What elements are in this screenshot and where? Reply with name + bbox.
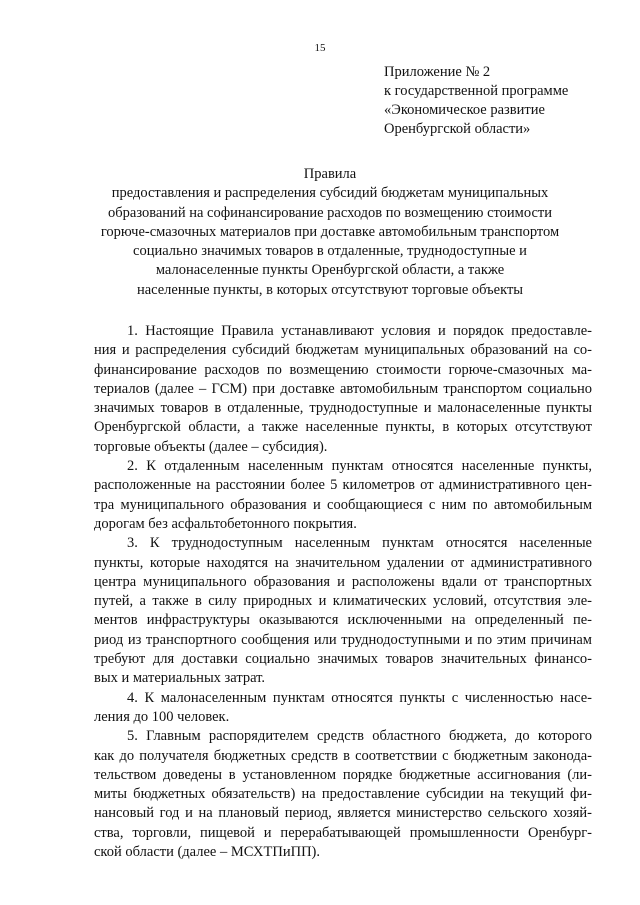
text-line: ления до 100 человек. [94, 708, 230, 725]
paragraph-1 [94, 322, 592, 457]
text-line: 4. К малонаселенным пунктам относятся пункты с численностью насе- [127, 689, 592, 706]
text-line: ской области (далее – МСХТПиПП). [94, 844, 320, 861]
text-line: ния и распределения субсидий бюджетам муниципальных образований на со- [94, 342, 592, 359]
text-line: 3. К труднодоступным населенным пунктам относятся населенные [127, 535, 592, 552]
text-line: торговые объекты (далее – субсидия). [94, 438, 328, 455]
paragraph-3 [94, 534, 592, 688]
text-line: 1. Настоящие Правила устанавливают условия и порядок предоставле- [127, 323, 592, 339]
title-line: населенные пункты, в которых отсутствуют торговые объекты [136, 281, 524, 298]
appendix-line: «Экономическое развитие [384, 102, 545, 118]
paragraph-5 [94, 727, 592, 862]
text-line: ства, торговли, пищевой и перерабатывающей промышленности Оренбург- [94, 824, 592, 841]
text-line: пункты, которые находятся на значительном удалении от административного [94, 554, 592, 571]
text-line: путей, а также в силу природных и климатических условий, отсутствия эле- [94, 593, 592, 610]
appendix-note [384, 63, 568, 139]
text-line: териалов (далее – ГСМ) при доставке автомобильным транспортом социально [94, 380, 592, 397]
paragraph-4 [94, 689, 592, 728]
page-number: 15 [314, 42, 326, 54]
title-line: образований на софинансирование расходов по возмещению стоимости [108, 204, 552, 221]
document-body [94, 322, 592, 862]
title-line: предоставления и распределения субсидий бюджетам муниципальных [111, 185, 549, 202]
text-line: Оренбургской области, а также населенные пункты, в которых отсутствуют [94, 419, 592, 436]
text-line: как до получателя бюджетных средств в соответствии с бюджетным законода- [94, 747, 592, 764]
appendix-line: к государственной программе [384, 83, 569, 99]
text-line: дорогам без асфальтобетонного покрытия. [94, 515, 357, 532]
paragraph-2 [94, 457, 592, 534]
text-line: нансовый год и на плановый период, является министерство сельского хозяй- [94, 805, 592, 822]
appendix-line: Оренбургской области» [384, 121, 531, 137]
title-line: малонаселенные пункты Оренбургской области, а также [155, 262, 505, 279]
text-line: вых и материальных затрат. [94, 670, 266, 687]
title-line: социально значимых товаров в отдаленные, труднодоступные и [133, 243, 527, 260]
text-line: финансирование расходов по возмещению стоимости горюче-смазочных ма- [94, 361, 592, 378]
text-line: требуют для доставки социально значимых товаров значительных финансо- [94, 651, 592, 668]
text-line: 5. Главным распорядителем средств областного бюджета, до которого [127, 728, 592, 745]
text-line: ментов инфраструктуры оказываются исключенными на определенный пе- [94, 612, 592, 629]
document-title [70, 165, 590, 300]
title-line: горюче-смазочных материалов при доставке автомобильным транспортом [100, 223, 560, 240]
text-line: тельством доведены в установленном порядке бюджетные ассигнования (ли- [94, 766, 592, 783]
text-line: риод из транспортного сообщения или труднодоступными и по этим причинам [94, 631, 592, 648]
title-heading: Правила [303, 166, 357, 182]
text-line: центра муниципального образования и расположены вдали от транспортных [94, 573, 592, 590]
text-line: тра муниципального образования и сообщающиеся с ним по автомобильным [94, 496, 592, 513]
appendix-line: Приложение № 2 [384, 64, 491, 80]
text-line: расположенные на расстоянии более 5 километров от административного цен- [94, 477, 592, 494]
text-line: 2. К отдаленным населенным пунктам относятся населенные пункты, [127, 458, 592, 475]
text-line: миты бюджетных обязательств) на предоставление субсидии на текущий фи- [94, 786, 592, 803]
text-line: значимых товаров в отдаленные, труднодоступные и малонаселенные пункты [94, 400, 592, 417]
